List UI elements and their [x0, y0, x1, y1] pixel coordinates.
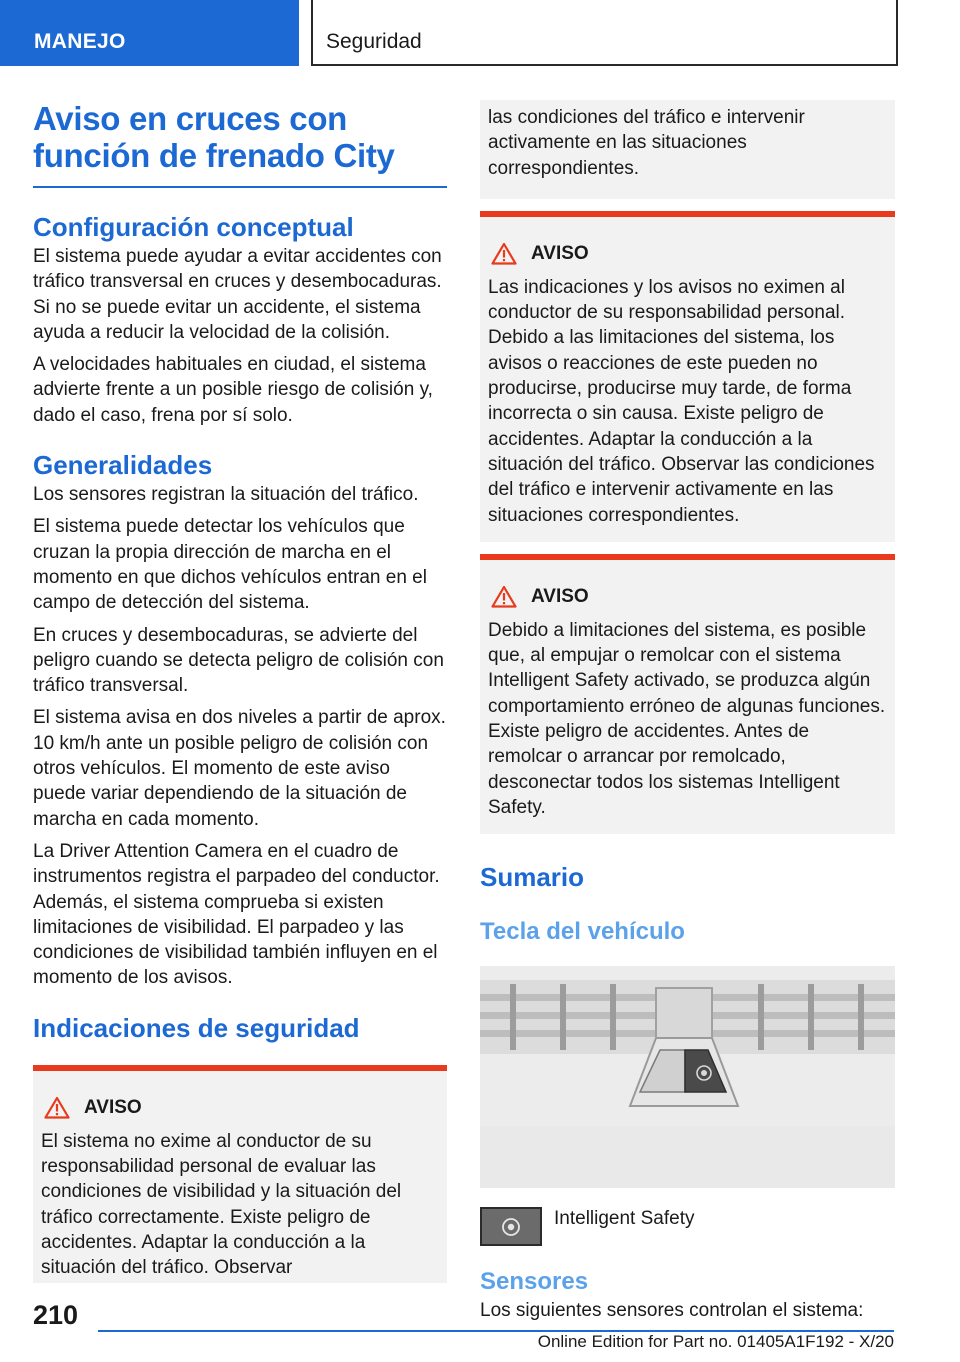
warning-box-1	[33, 1065, 447, 1283]
intelligent-safety-button-thumb	[480, 1207, 542, 1246]
sensors-paragraph: Los siguientes sensores controlan el sistema:	[480, 1300, 864, 1322]
general-paragraph-1: Los sensores registran la situación del tráfico.	[33, 484, 419, 506]
button-legend-row	[480, 1207, 895, 1246]
warning-text: Las indicaciones y los avisos no eximen al conductor de su responsabilidad personal. Debido a las limitaciones del sistema, los avisos o reacciones de este pueden no producirse, producirse muy tarde, de forma incorrecta o sin causa. Existe peligro de accidentes. Adaptar la conducción a la situación del tráfico. Observar las condiciones del tráfico e intervenir activamente en las situaciones correspondientes.	[488, 276, 875, 526]
warning-text-continued: las condiciones del tráfico e intervenir activamente en las situaciones correspondientes.	[488, 107, 805, 179]
right-column	[480, 100, 895, 1324]
warning-triangle-icon	[44, 1096, 70, 1119]
warning-title: AVISO	[531, 585, 589, 607]
heading-vehicle-button: Tecla del vehículo	[480, 918, 685, 946]
button-legend-label: Intelligent Safety	[554, 1208, 695, 1230]
warning-box-1-continued	[480, 100, 895, 199]
page-title: Aviso en cruces con función de frenado City	[33, 100, 395, 174]
warning-triangle-icon	[491, 242, 517, 265]
vehicle-button-photo	[480, 966, 895, 1188]
warning-triangle-icon	[491, 585, 517, 608]
header-section-label: MANEJO	[34, 30, 126, 53]
general-paragraph-4: El sistema avisa en dos niveles a partir de aprox. 10 km/h ante un posible peligro de colisión con otros vehículos. El momento de este aviso puede variar dependiendo de la situación de marcha en cada momento.	[33, 707, 446, 830]
warning-title: AVISO	[84, 1096, 142, 1118]
heading-safety: Indicaciones de seguridad	[33, 1012, 360, 1043]
heading-sensors: Sensores	[480, 1268, 589, 1296]
heading-concept: Configuración conceptual	[33, 212, 354, 242]
warning-text: Debido a limitaciones del sistema, es posible que, al empujar o remolcar con el sistema Intelligent Safety activado, se produzca algún comportamiento erróneo de algunas funciones. Existe peligro de accidentes. Antes de remolcar o arrancar por remolcado, desconectar todos los sistemas Intelligent Safety.	[488, 619, 886, 818]
warning-title: AVISO	[531, 242, 589, 264]
left-column	[33, 100, 447, 1283]
general-paragraph-5: La Driver Attention Camera en el cuadro de instrumentos registra el parpadeo del conductor. Además, el sistema comprueba si existen limitaciones de visibilidad. El parpadeo y las condiciones de visibilidad también influyen en el momento de los avisos.	[33, 840, 440, 989]
intelligent-safety-icon	[501, 1217, 521, 1237]
concept-paragraph-1: El sistema puede ayudar a evitar accidentes con tráfico transversal en cruces y desembocaduras. Si no se puede evitar un accidente, el sistema ayuda a reducir la velocidad de la colisión.	[33, 246, 442, 343]
page-number: 210	[33, 1300, 79, 1330]
warning-box-2	[480, 211, 895, 542]
header-section-tab	[0, 0, 299, 66]
warning-text: El sistema no exime al conductor de su responsabilidad personal de evaluar las condiciones de visibilidad y la situación del tráfico correctamente. Existe peligro de accidentes. Adaptar la conducción a la situación del tráfico. Observar	[41, 1130, 402, 1279]
general-paragraph-2: El sistema puede detectar los vehículos que cruzan la propia dirección de marcha en el momento en que dichos vehículos entran en el campo de detección del sistema.	[33, 516, 427, 614]
header-chapter-box	[311, 0, 898, 66]
heading-summary: Sumario	[480, 862, 585, 893]
general-paragraph-3: En cruces y desembocaduras, se advierte del peligro cuando se detecta peligro de colisión con tráfico transversal.	[33, 624, 444, 697]
header-chapter-label: Seguridad	[326, 30, 422, 53]
footer-edition: Online Edition for Part no. 01405A1F192 - X/20	[537, 1332, 894, 1351]
button-panel-illustration	[480, 966, 895, 1188]
warning-box-3	[480, 554, 895, 834]
heading-general: Generalidades	[33, 450, 213, 481]
concept-paragraph-2: A velocidades habituales en ciudad, el sistema advierte frente a un posible riesgo de colisión y, dado el caso, frena por sí solo.	[33, 354, 433, 426]
